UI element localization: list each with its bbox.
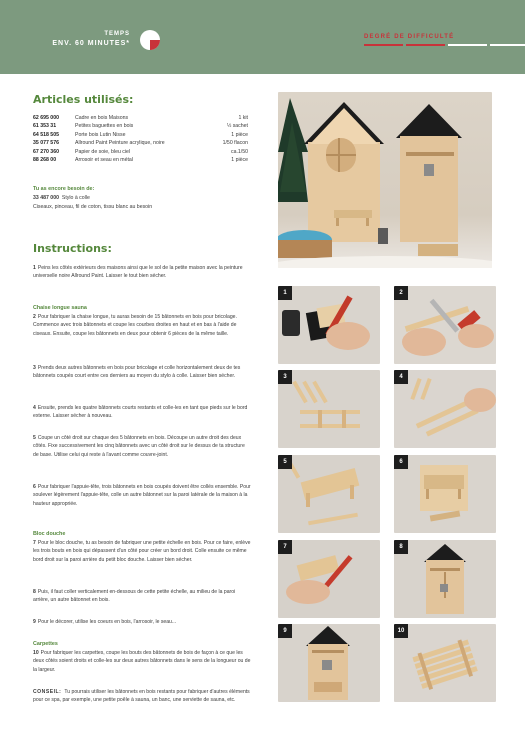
conseil-tip <box>33 688 251 705</box>
article-qty: 1 pièce <box>231 131 248 138</box>
article-row <box>33 156 248 164</box>
step-number: 5 <box>33 435 36 441</box>
step-text: Pour fabriquer l'appuie-tête, trois bâtonnets en bois coupés doivent être collés ensemble. Pour soulever légèrement l'appuie-tête, colle un autre bâtonnet sur la paroi latérale de la maison à la hauteur appropriée. <box>33 484 251 507</box>
article-row <box>33 122 248 130</box>
step-number: 6 <box>33 484 36 490</box>
article-name: Petites baguettes en bois <box>75 123 134 130</box>
article-name: Papier de soie, bleu ciel <box>75 148 131 155</box>
step-9 <box>33 618 251 626</box>
step-number: 8 <box>33 589 36 595</box>
step-text: Pour le bloc douche, tu as besoin de fabriquer une petite échelle en bois. Pour ce faire, enlève les trois bouts en bois qui dépassent d'un côté pour créer un bord droit. Colle ensuite ce même bord droit sur la paroi arrière du petit bloc douche. Laisser bien sécher. <box>33 540 251 563</box>
step-badge: 8 <box>394 540 408 554</box>
step-2 <box>33 313 251 338</box>
extra-item-name: Stylo à colle <box>61 195 90 201</box>
article-code: 67 270 360 <box>33 148 59 155</box>
step-text: Prends deux autres bâtonnets en bois pour bricolage et colle horizontalement deux de tes bâtonnets coupés court entre ces derniers au moyen du stylo à colle. Laisser bien sécher. <box>33 365 241 380</box>
article-name: Porte bois Lutin Nisse <box>75 131 126 138</box>
difficulty-bar <box>490 44 525 46</box>
step-8 <box>33 588 251 605</box>
step-photo-10 <box>394 624 496 702</box>
section-carpettes: Carpettes <box>33 641 58 647</box>
step-1 <box>33 264 251 281</box>
step-badge: 7 <box>278 540 292 554</box>
difficulty-label: DEGRÉ DE DIFFICULTÉ <box>364 34 455 40</box>
article-qty: 1/50 flacon <box>222 140 248 147</box>
article-qty: 1 pièce <box>231 157 248 164</box>
article-qty: 1 kit <box>238 115 248 121</box>
step-text: Ensuite, prends les quatre bâtonnets courts restants et colle-les en tant que pieds sur le bord externe. Laisser sécher à nouveau. <box>33 405 248 420</box>
step-badge: 10 <box>394 624 408 638</box>
extra-needs-heading: Tu as encore besoin de: <box>33 186 95 192</box>
step-photo-3 <box>278 370 380 448</box>
articles-heading: Articles utilisés: <box>33 93 134 106</box>
article-qty: ca.1/50 <box>230 148 248 155</box>
step-badge: 5 <box>278 455 292 469</box>
step-number: 2 <box>33 314 36 320</box>
article-row <box>33 114 248 122</box>
step-text: Pour fabriquer les carpettes, coupe les bouts des bâtonnets de bois de façon à ce que les deux côtés soient droits et colle-les sur deux autres bâtonnets dans le sens de la longueur ou de la largeur. <box>33 650 251 673</box>
time-label: TEMPS <box>104 31 130 37</box>
step-text: Coupe un côté droit sur chaque des 5 bâtonnets en bois. Découpe un autre droit des deux côtés. Fixe successivement les cinq bâtonnets avec un côté droit sur le dessus de ta structure de base. Utilise celui qui reste à l'avant comme couvre-joint. <box>33 435 245 458</box>
step-badge: 6 <box>394 455 408 469</box>
step-4 <box>33 404 251 421</box>
article-name: Arrosoir et seau en métal <box>75 157 133 164</box>
article-qty: ½ sachet <box>226 123 248 130</box>
conseil-text: Tu pourrais utiliser les bâtonnets en bois restants pour fabriquer d'autres éléments pour ce spa, par exemple, une petite poêle à sauna, un banc, une serviette de sauna, etc. <box>33 689 250 704</box>
difficulty-bar <box>448 44 487 46</box>
step-photo-2 <box>394 286 496 364</box>
step-5 <box>33 434 251 459</box>
instructions-heading: Instructions: <box>33 242 112 255</box>
extra-item <box>33 194 90 202</box>
header-band <box>0 0 525 74</box>
step-photo-5 <box>278 455 380 533</box>
difficulty-bar <box>406 44 445 46</box>
step-badge: 9 <box>278 624 292 638</box>
article-row <box>33 131 248 139</box>
step-badge: 4 <box>394 370 408 384</box>
step-photo-4 <box>394 370 496 448</box>
difficulty-bar <box>364 44 403 46</box>
step-photo-1 <box>278 286 380 364</box>
conseil-label: CONSEIL: <box>33 689 62 695</box>
time-value: ENV. 60 MINUTES* <box>52 40 130 47</box>
step-text: Pour fabriquer la chaise longue, tu auras besoin de 15 bâtonnets en bois pour bricolage. Commence avec trois bâtonnets et coupe les courbes droites en haut et en bas à l'aide de ciseaux. Ensuite, coupe les bâtonnets en deux pour obtenir 6 pièces de la même taille. <box>33 314 237 337</box>
section-bloc-douche: Bloc douche <box>33 531 66 537</box>
step-photo-6 <box>394 455 496 533</box>
step-photo-8 <box>394 540 496 618</box>
article-name: Allround Paint Peinture acrylique, noire <box>75 140 165 147</box>
articles-list <box>33 114 248 164</box>
step-number: 10 <box>33 650 39 656</box>
article-row <box>33 139 248 147</box>
article-code: 61 353 31 <box>33 123 57 130</box>
step-number: 3 <box>33 365 36 371</box>
step-text: Peins les côtés extérieurs des maisons ainsi que le sol de la petite maison avec la peinture universelle noire Allround Paint. Laisser le tout bien sécher. <box>33 265 243 280</box>
hero-photo-spa-houses <box>278 92 492 268</box>
article-code: 88 268 00 <box>33 157 57 164</box>
time-estimate <box>20 30 130 48</box>
step-3 <box>33 364 251 381</box>
step-10 <box>33 649 251 674</box>
article-row <box>33 148 248 156</box>
step-number: 9 <box>33 619 36 625</box>
step-6 <box>33 483 251 508</box>
article-code: 62 695 000 <box>33 115 59 121</box>
difficulty-meter <box>364 44 525 46</box>
article-code: 64 518 505 <box>33 131 59 138</box>
extra-item-code: 33 487 000 <box>33 195 59 201</box>
step-7 <box>33 539 251 564</box>
section-chaise-longue: Chaise longue sauna <box>33 305 87 311</box>
step-number: 7 <box>33 540 36 546</box>
step-number: 1 <box>33 265 36 271</box>
step-badge: 2 <box>394 286 408 300</box>
extra-tools: Ciseaux, pinceau, fil de coton, tissu blanc au besoin <box>33 204 153 210</box>
step-text: Puis, il faut coller verticalement en-dessous de cette petite échelle, au milieu de la paroi arrière, un autre bâtonnet en bois. <box>33 589 236 604</box>
article-code: 35 077 576 <box>33 140 59 147</box>
article-name: Cadre en bois Maisons <box>75 115 129 121</box>
step-badge: 3 <box>278 370 292 384</box>
clock-icon <box>140 30 160 50</box>
step-photo-9 <box>278 624 380 702</box>
step-photo-7 <box>278 540 380 618</box>
step-number: 4 <box>33 405 36 411</box>
step-badge: 1 <box>278 286 292 300</box>
step-text: Pour le décorer, utilise les coeurs en bois, l'arrosoir, le seau... <box>37 619 177 625</box>
